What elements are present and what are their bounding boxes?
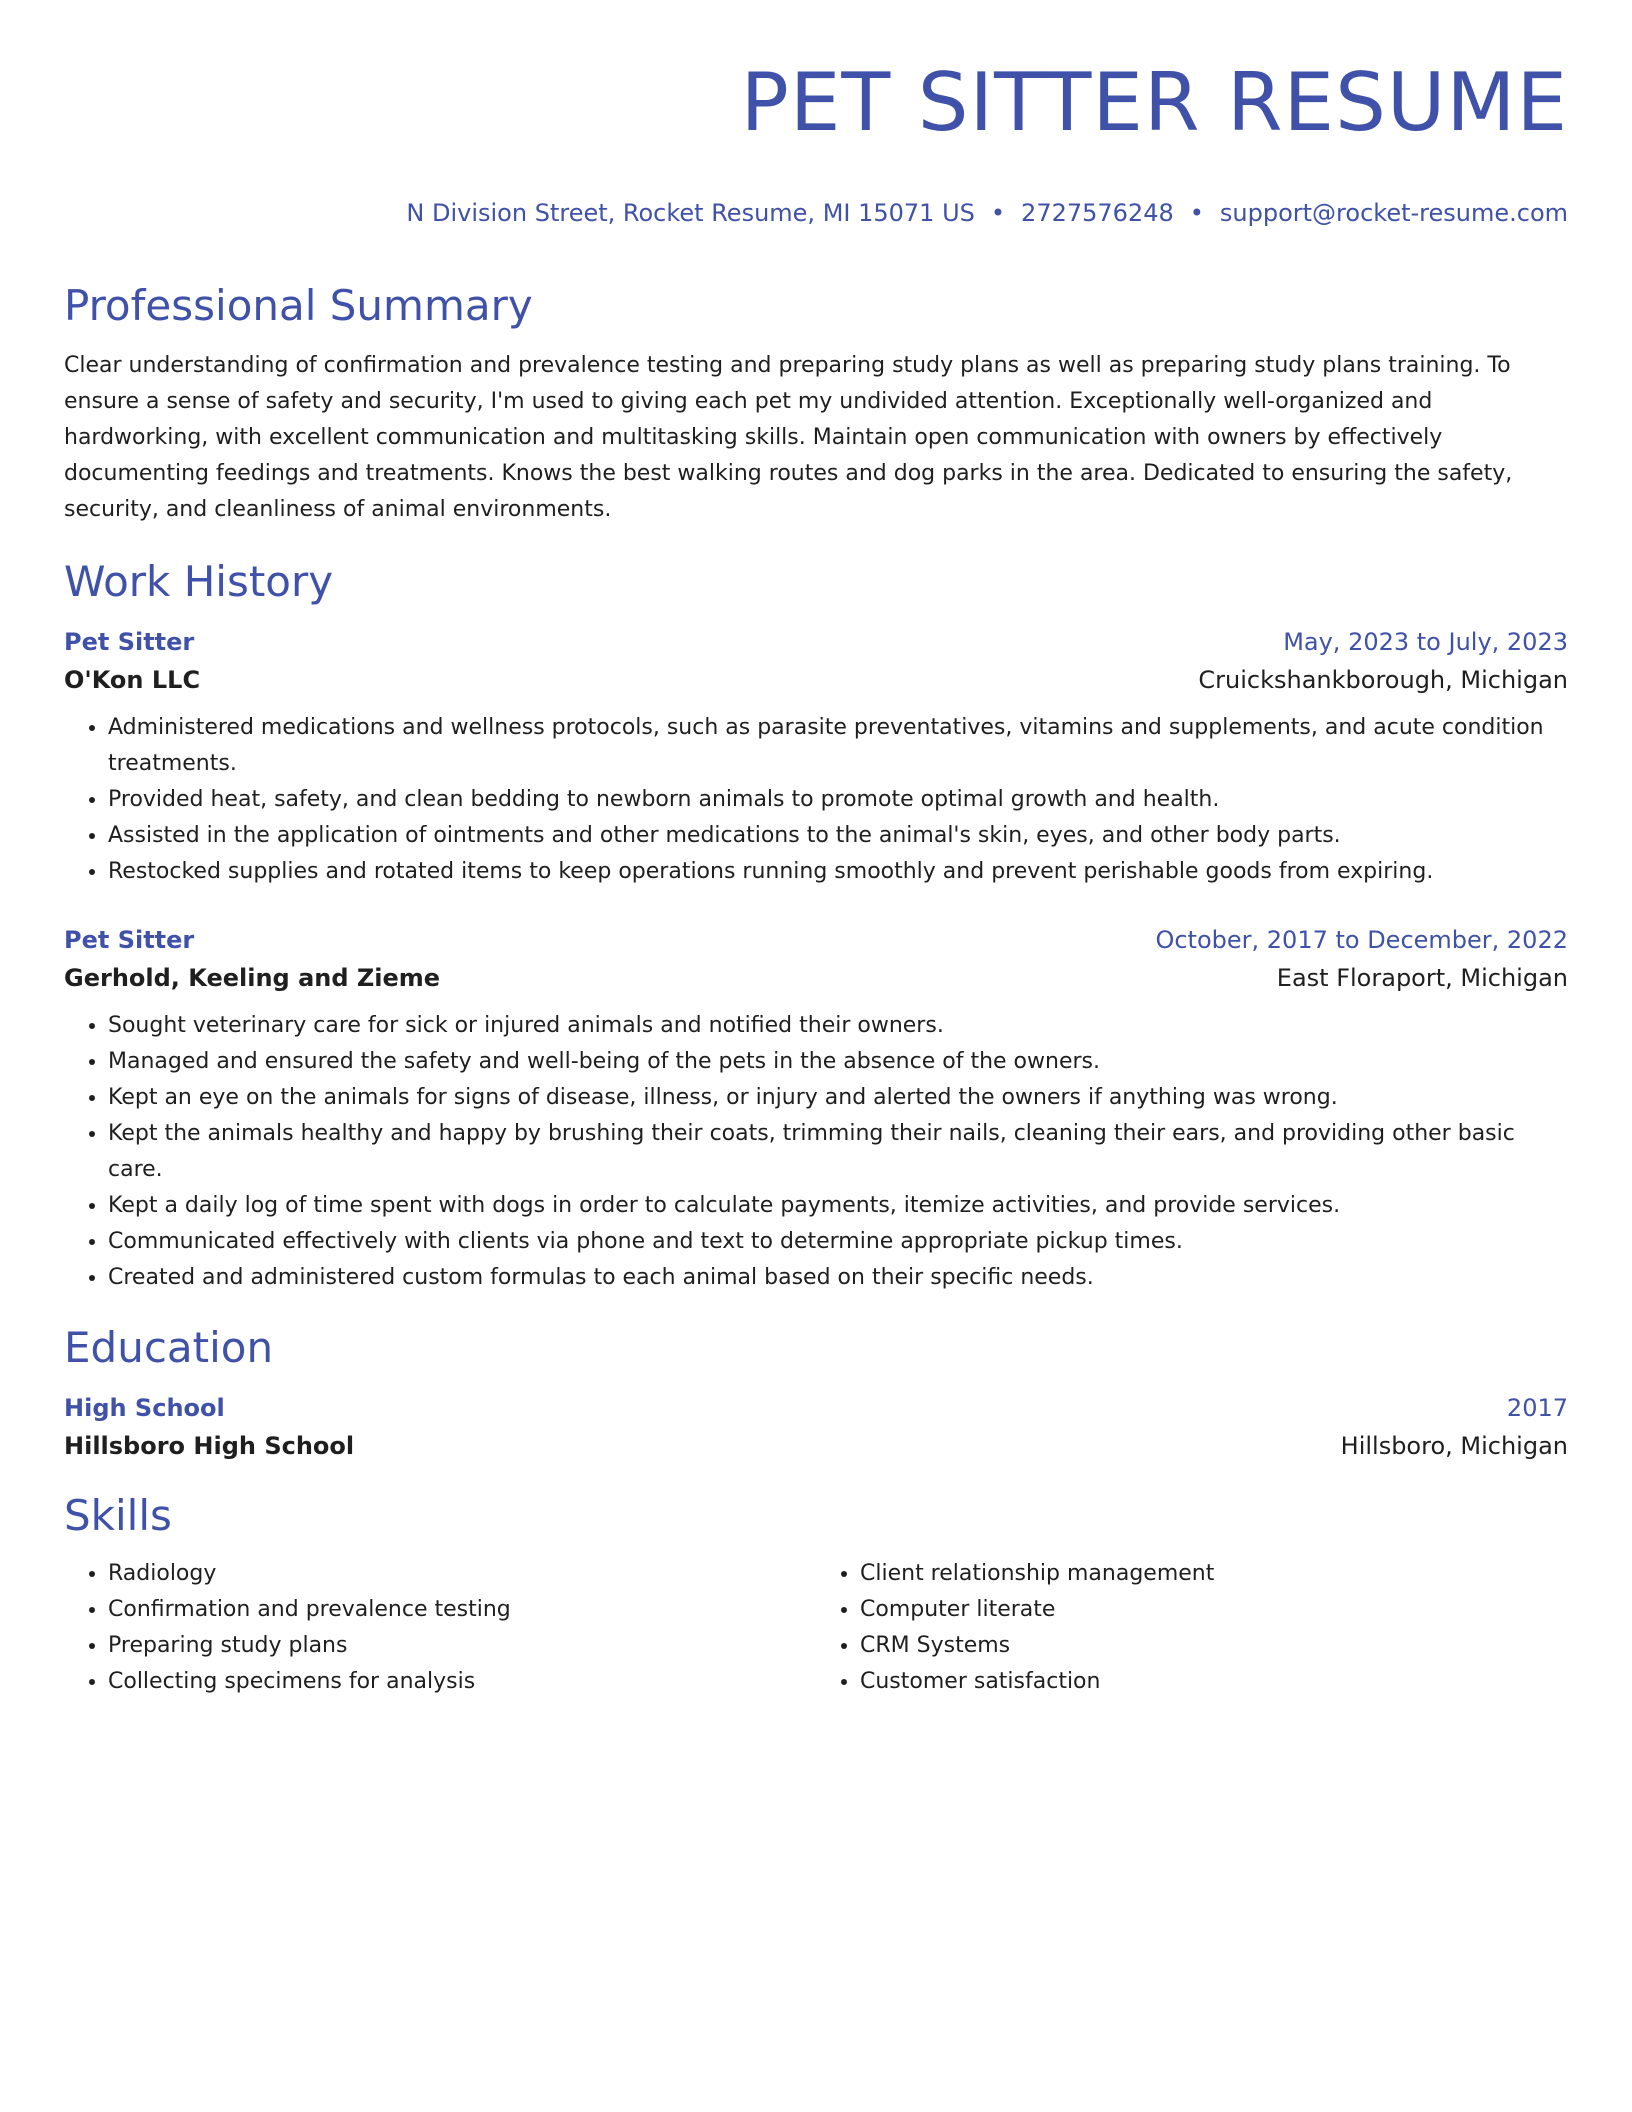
education-entry: [64, 1392, 1568, 1462]
summary-heading: Professional Summary: [64, 281, 533, 330]
job-bullet: • Provided heat, safety, and clean bedding to newborn animals to promote optimal growth and health.: [108, 782, 1568, 818]
contact-separator: •: [990, 199, 1006, 227]
job-bullet: • Restocked supplies and rotated items to keep operations running smoothly and prevent perishable goods from expiring.: [108, 854, 1568, 890]
contact-phone: 2727576248: [1021, 199, 1174, 227]
job-bullet: • Administered medications and wellness protocols, such as parasite preventatives, vitamins and supplements, and acute condition treatments.: [108, 710, 1568, 782]
job-dates: October, 2017 to December, 2022: [1155, 926, 1568, 954]
skills-column-right: [816, 1556, 1568, 1700]
contact-separator: •: [1189, 199, 1204, 227]
job-title: Pet Sitter: [64, 628, 195, 656]
job-entry: [64, 924, 1568, 1296]
skill-item: • Collecting specimens for analysis: [108, 1664, 816, 1700]
job-dates: May, 2023 to July, 2023: [1283, 628, 1568, 656]
job-bullet: • Kept an eye on the animals for signs of disease, illness, or injury and alerted the owners if anything was wrong.: [108, 1080, 1568, 1116]
contact-line: [64, 198, 1568, 228]
education-school: Hillsboro High School: [64, 1432, 355, 1460]
job-bullets: [64, 1008, 1568, 1296]
contact-address: N Division Street, Rocket Resume, MI 15071 US: [406, 199, 975, 227]
job-bullet: • Created and administered custom formulas to each animal based on their specific needs.: [108, 1260, 1568, 1296]
skill-item: • Preparing study plans: [108, 1628, 816, 1664]
skill-item: • Computer literate: [860, 1592, 1568, 1628]
contact-email: support@rocket-resume.com: [1219, 199, 1568, 227]
summary-text: Clear understanding of confirmation and prevalence testing and preparing study plans as well as preparing study plans training. To ensure a sense of safety and security, I'm used to giving each pet my undivided attention. Exceptionally well-organized and hardworking, with excellent communication and multitasking skills. Maintain open communication with owners by effectively documenting feedings and treatments. Knows the best walking routes and dog parks in the area. Dedicated to ensuring the safety, security, and cleanliness of animal environments.: [64, 353, 1513, 522]
education-heading: Education: [64, 1323, 274, 1372]
job-location: Cruickshankborough, Michigan: [1198, 666, 1568, 694]
job-location: East Floraport, Michigan: [1276, 964, 1568, 992]
skill-item: • Confirmation and prevalence testing: [108, 1592, 816, 1628]
education-year: 2017: [1506, 1394, 1568, 1422]
skill-item: • Customer satisfaction: [860, 1664, 1568, 1700]
resume-title: PET SITTER RESUME: [740, 56, 1568, 149]
skill-item: • Radiology: [108, 1556, 816, 1592]
job-bullet: • Kept a daily log of time spent with dogs in order to calculate payments, itemize activities, and provide services.: [108, 1188, 1568, 1224]
job-bullet: • Communicated effectively with clients via phone and text to determine appropriate pickup times.: [108, 1224, 1568, 1260]
job-company: O'Kon LLC: [64, 666, 201, 694]
education-location: Hillsboro, Michigan: [1340, 1432, 1568, 1460]
job-bullet: • Sought veterinary care for sick or injured animals and notified their owners.: [108, 1008, 1568, 1044]
job-bullet: • Managed and ensured the safety and well-being of the pets in the absence of the owners.: [108, 1044, 1568, 1080]
job-title: Pet Sitter: [64, 926, 195, 954]
job-company: Gerhold, Keeling and Zieme: [64, 964, 441, 992]
skills-heading: Skills: [64, 1491, 172, 1540]
job-entry: [64, 626, 1568, 890]
work-history-heading: Work History: [64, 557, 334, 606]
skills-list: [64, 1556, 1568, 1700]
skill-item: • Client relationship management: [860, 1556, 1568, 1592]
skills-column-left: [64, 1556, 816, 1700]
job-bullet: • Kept the animals healthy and happy by brushing their coats, trimming their nails, cleaning their ears, and providing other basic care.: [108, 1116, 1568, 1188]
job-bullet: • Assisted in the application of ointments and other medications to the animal's skin, eyes, and other body parts.: [108, 818, 1568, 854]
education-degree: High School: [64, 1394, 225, 1422]
job-bullets: [64, 710, 1568, 890]
skill-item: • CRM Systems: [860, 1628, 1568, 1664]
